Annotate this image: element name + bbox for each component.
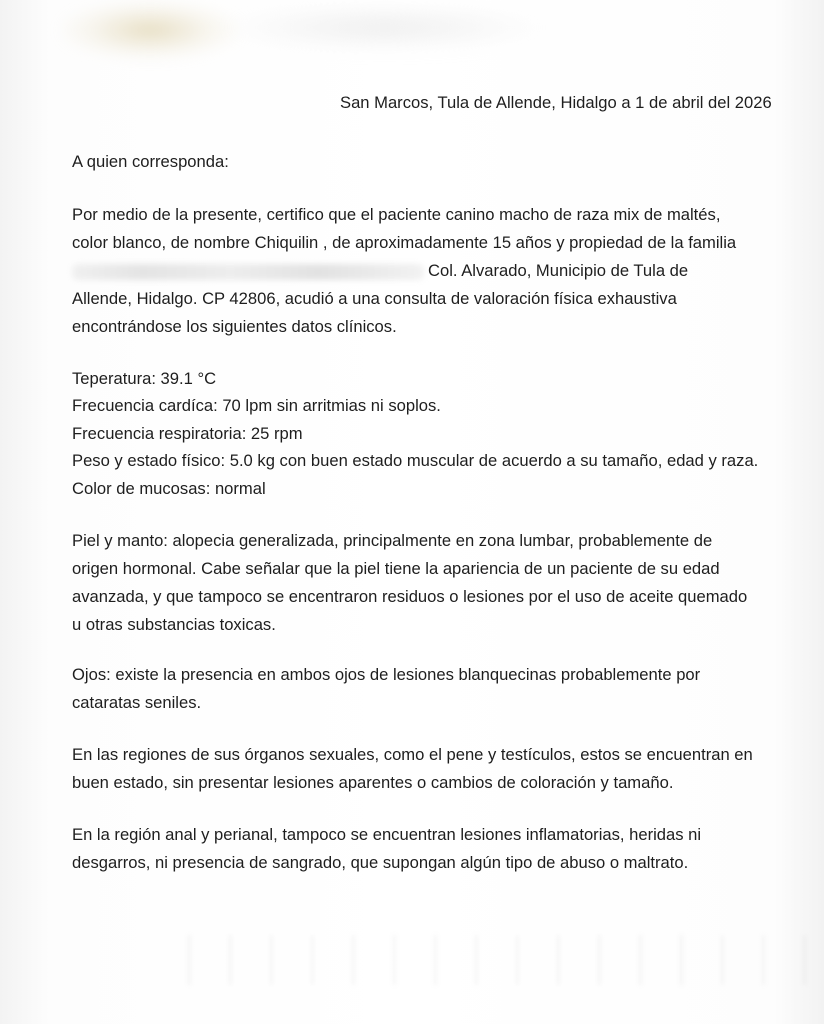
skin-line-2: origen hormonal. Cabe señalar que la piel tiene la apariencia de un paciente de su edad — [72, 559, 720, 578]
sexual-line-2: buen estado, sin presentar lesiones aparentes o cambios de coloración y tamaño. — [72, 773, 674, 792]
skin-line-3: avanzada, y que tampoco se encentraron residuos o lesiones por el uso de aceite quemado — [72, 587, 748, 606]
vital-respiratory-rate: Frecuencia respiratoria: 25 rpm — [72, 424, 303, 443]
greeting: A quien corresponda: — [72, 152, 229, 171]
intro-line-3-text: Col. Alvarado, Municipio de Tula de — [428, 261, 689, 280]
sexual-line-1: En las regiones de sus órganos sexuales, como el pene y testículos, estos se encuentran en — [72, 745, 753, 764]
intro-line-3 — [72, 261, 802, 281]
skin-line-4: u otras substancias toxicas. — [72, 615, 276, 634]
scan-smudge — [230, 5, 540, 50]
anal-line-2: desgarros, ni presencia de sangrado, que supongan algún tipo de abuso o maltrato. — [72, 853, 689, 872]
redacted-address — [72, 264, 424, 280]
intro-line-5: encontrándose los siguientes datos clínicos. — [72, 317, 397, 336]
intro-line-2: color blanco, de nombre Chiquilin , de aproximadamente 15 años y propiedad de la familia — [72, 233, 737, 252]
vital-temperature: Teperatura: 39.1 °C — [72, 369, 217, 388]
eyes-line-2: cataratas seniles. — [72, 693, 202, 712]
faded-footer — [150, 935, 810, 985]
eyes-line-1: Ojos: existe la presencia en ambos ojos de lesiones blanquecinas probablemente por — [72, 665, 701, 684]
vital-heart-rate: Frecuencia cardíca: 70 lpm sin arritmias ni soplos. — [72, 396, 441, 415]
anal-line-1: En la región anal y perianal, tampoco se encuentran lesiones inflamatorias, heridas ni — [72, 825, 702, 844]
intro-line-4: Allende, Hidalgo. CP 42806, acudió a una consulta de valoración física exhaustiva — [72, 289, 677, 308]
date-line: San Marcos, Tula de Allende, Hidalgo a 1 de abril del 2026 — [340, 93, 772, 112]
vital-weight: Peso y estado físico: 5.0 kg con buen estado muscular de acuerdo a su tamaño, edad y raza. — [72, 451, 759, 470]
intro-line-1: Por medio de la presente, certifico que el paciente canino macho de raza mix de maltés, — [72, 205, 721, 224]
vital-mucosa: Color de mucosas: normal — [72, 479, 266, 498]
scan-smudge — [60, 0, 240, 60]
skin-line-1: Piel y manto: alopecia generalizada, principalmente en zona lumbar, probablemente de — [72, 531, 713, 550]
